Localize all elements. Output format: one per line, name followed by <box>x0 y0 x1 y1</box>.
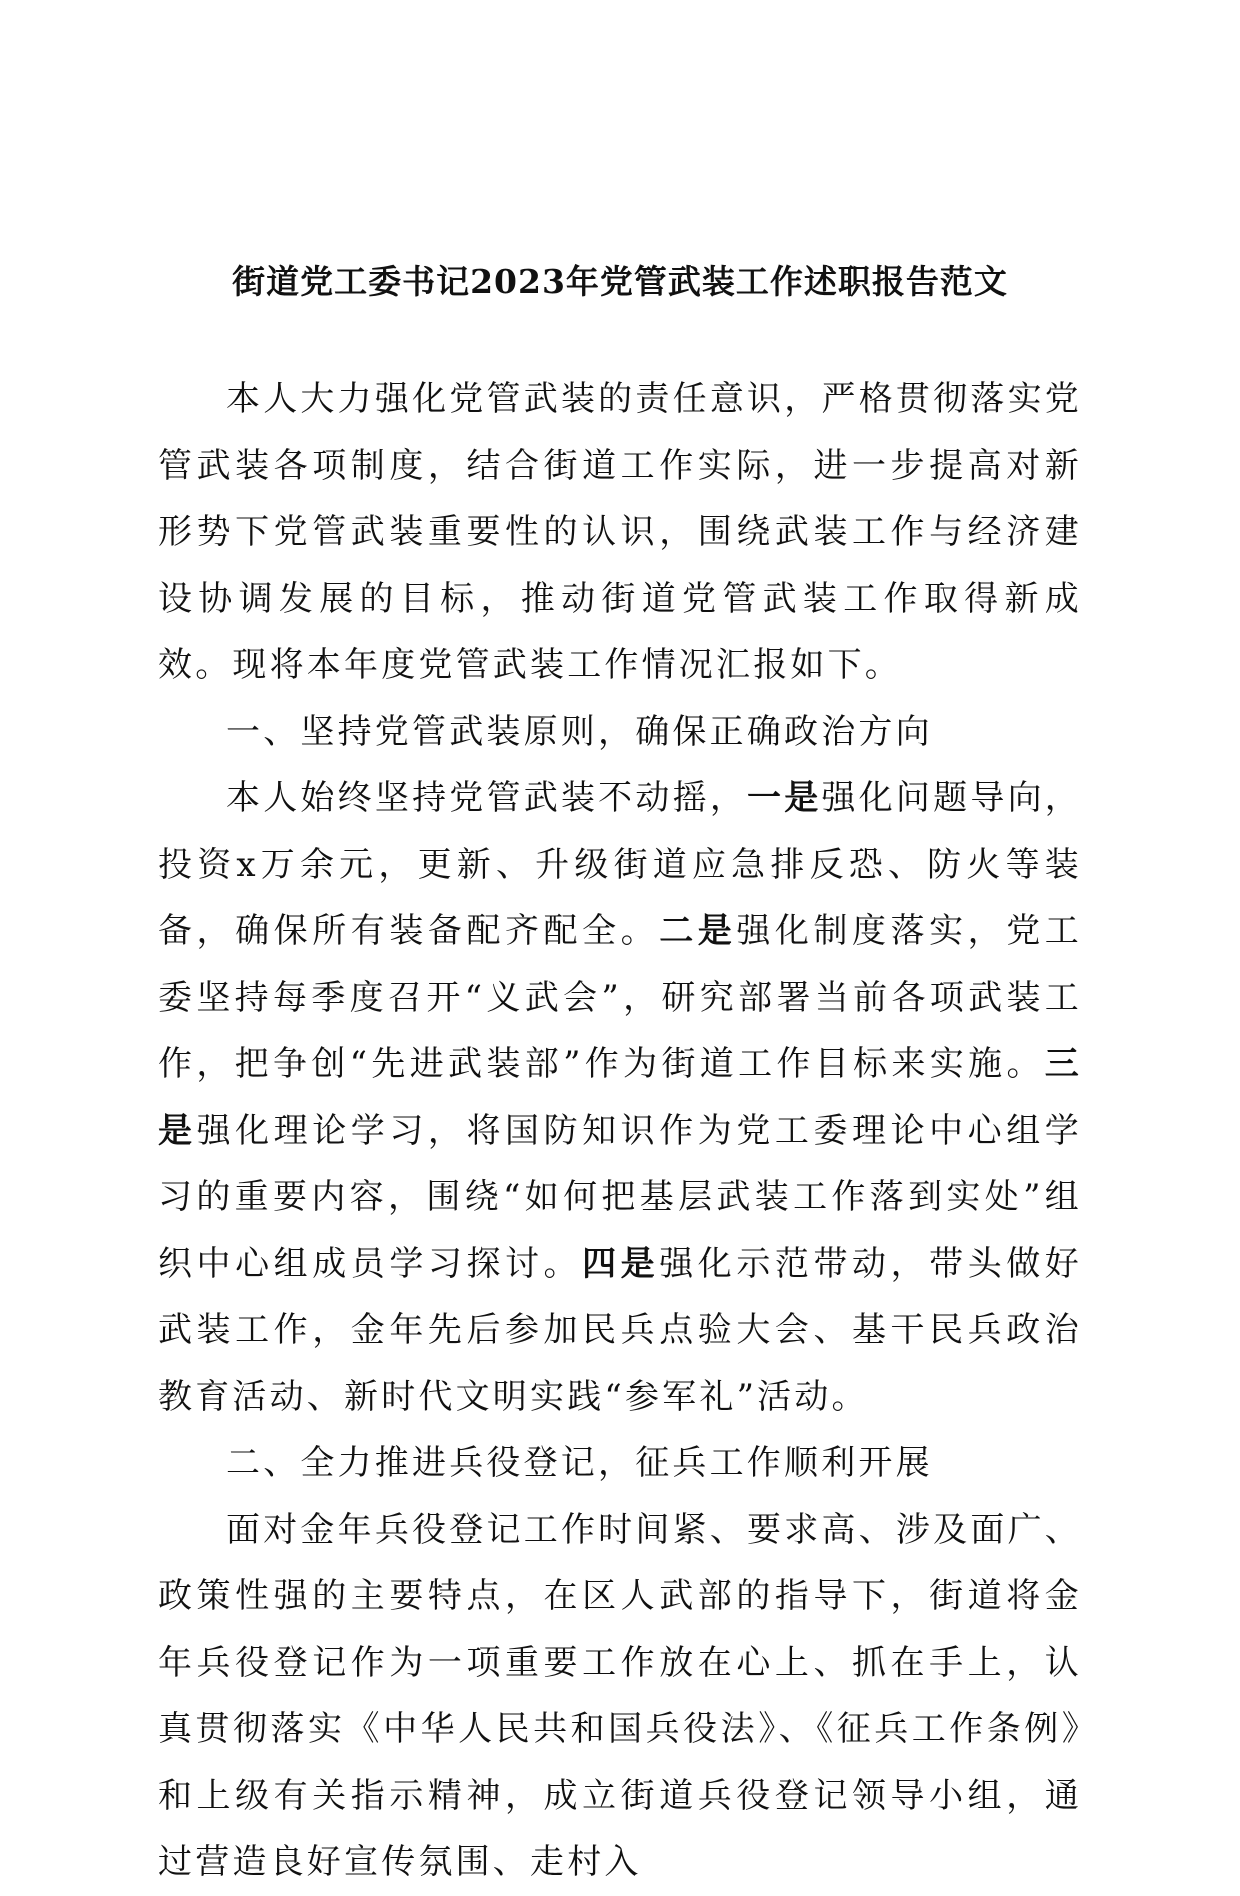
point-2-label: 二是 <box>659 911 737 951</box>
point-1-text: 强化问题导向，投资x万余元，更新、升级街道应急排反恐、防火等装备，确保所有装备配齐配全。 <box>158 778 1082 951</box>
document-body <box>158 366 1082 1896</box>
section-1-heading: 一、坚持党管武装原则，确保正确政治方向 <box>226 711 933 752</box>
document-title: 街道党工委书记2023年党管武装工作述职报告范文 <box>232 262 1008 301</box>
intro-paragraph: 本人大力强化党管武装的责任意识，严格贯彻落实党管武装各项制度，结合街道工作实际，进一步提高对新形势下党管武装重要性的认识，围绕武装工作与经济建设协调发展的目标，推动街道党管武装工作取得新成效。现将本年度党管武装工作情况汇报如下。 <box>158 379 1082 685</box>
point-1-label: 一是 <box>747 778 822 818</box>
point-4-label: 四是 <box>582 1243 660 1284</box>
point-4-text: 强化示范带动，带头做好武装工作，金年先后参加民兵点验大会、基干民兵政治教育活动、新时代文明实践“参军礼”活动。 <box>158 1243 1083 1417</box>
section-2-heading: 二、全力推进兵役登记，征兵工作顺利开展 <box>226 1443 933 1483</box>
point-3-text: 强化理论学习，将国防知识作为党工委理论中心组学习的重要内容，围绕“如何把基层武装工作落到实处”组织中心组成员学习探讨。 <box>158 1110 1082 1284</box>
section-1-paragraph <box>158 765 1082 1430</box>
section-1-lead: 本人始终坚持党管武装不动摇， <box>226 778 748 818</box>
section-2-paragraph: 面对金年兵役登记工作时间紧、要求高、涉及面广、政策性强的主要特点，在区人武部的指导下，街道将金年兵役登记作为一项重要工作放在心上、抓在手上，认真贯彻落实《中华人民共和国兵役法》、《征兵工作条例》和上级有关指示精神，成立街道兵役登记领导小组，通过营造良好宣传氛围、走村入 <box>158 1509 1082 1882</box>
point-3-label: 三是 <box>158 1044 1082 1151</box>
point-2-text: 强化制度落实，党工委坚持每季度召开“义武会”，研究部署当前各项武装工作，把争创“先进武装部”作为街道工作目标来实施。 <box>158 911 1082 1084</box>
